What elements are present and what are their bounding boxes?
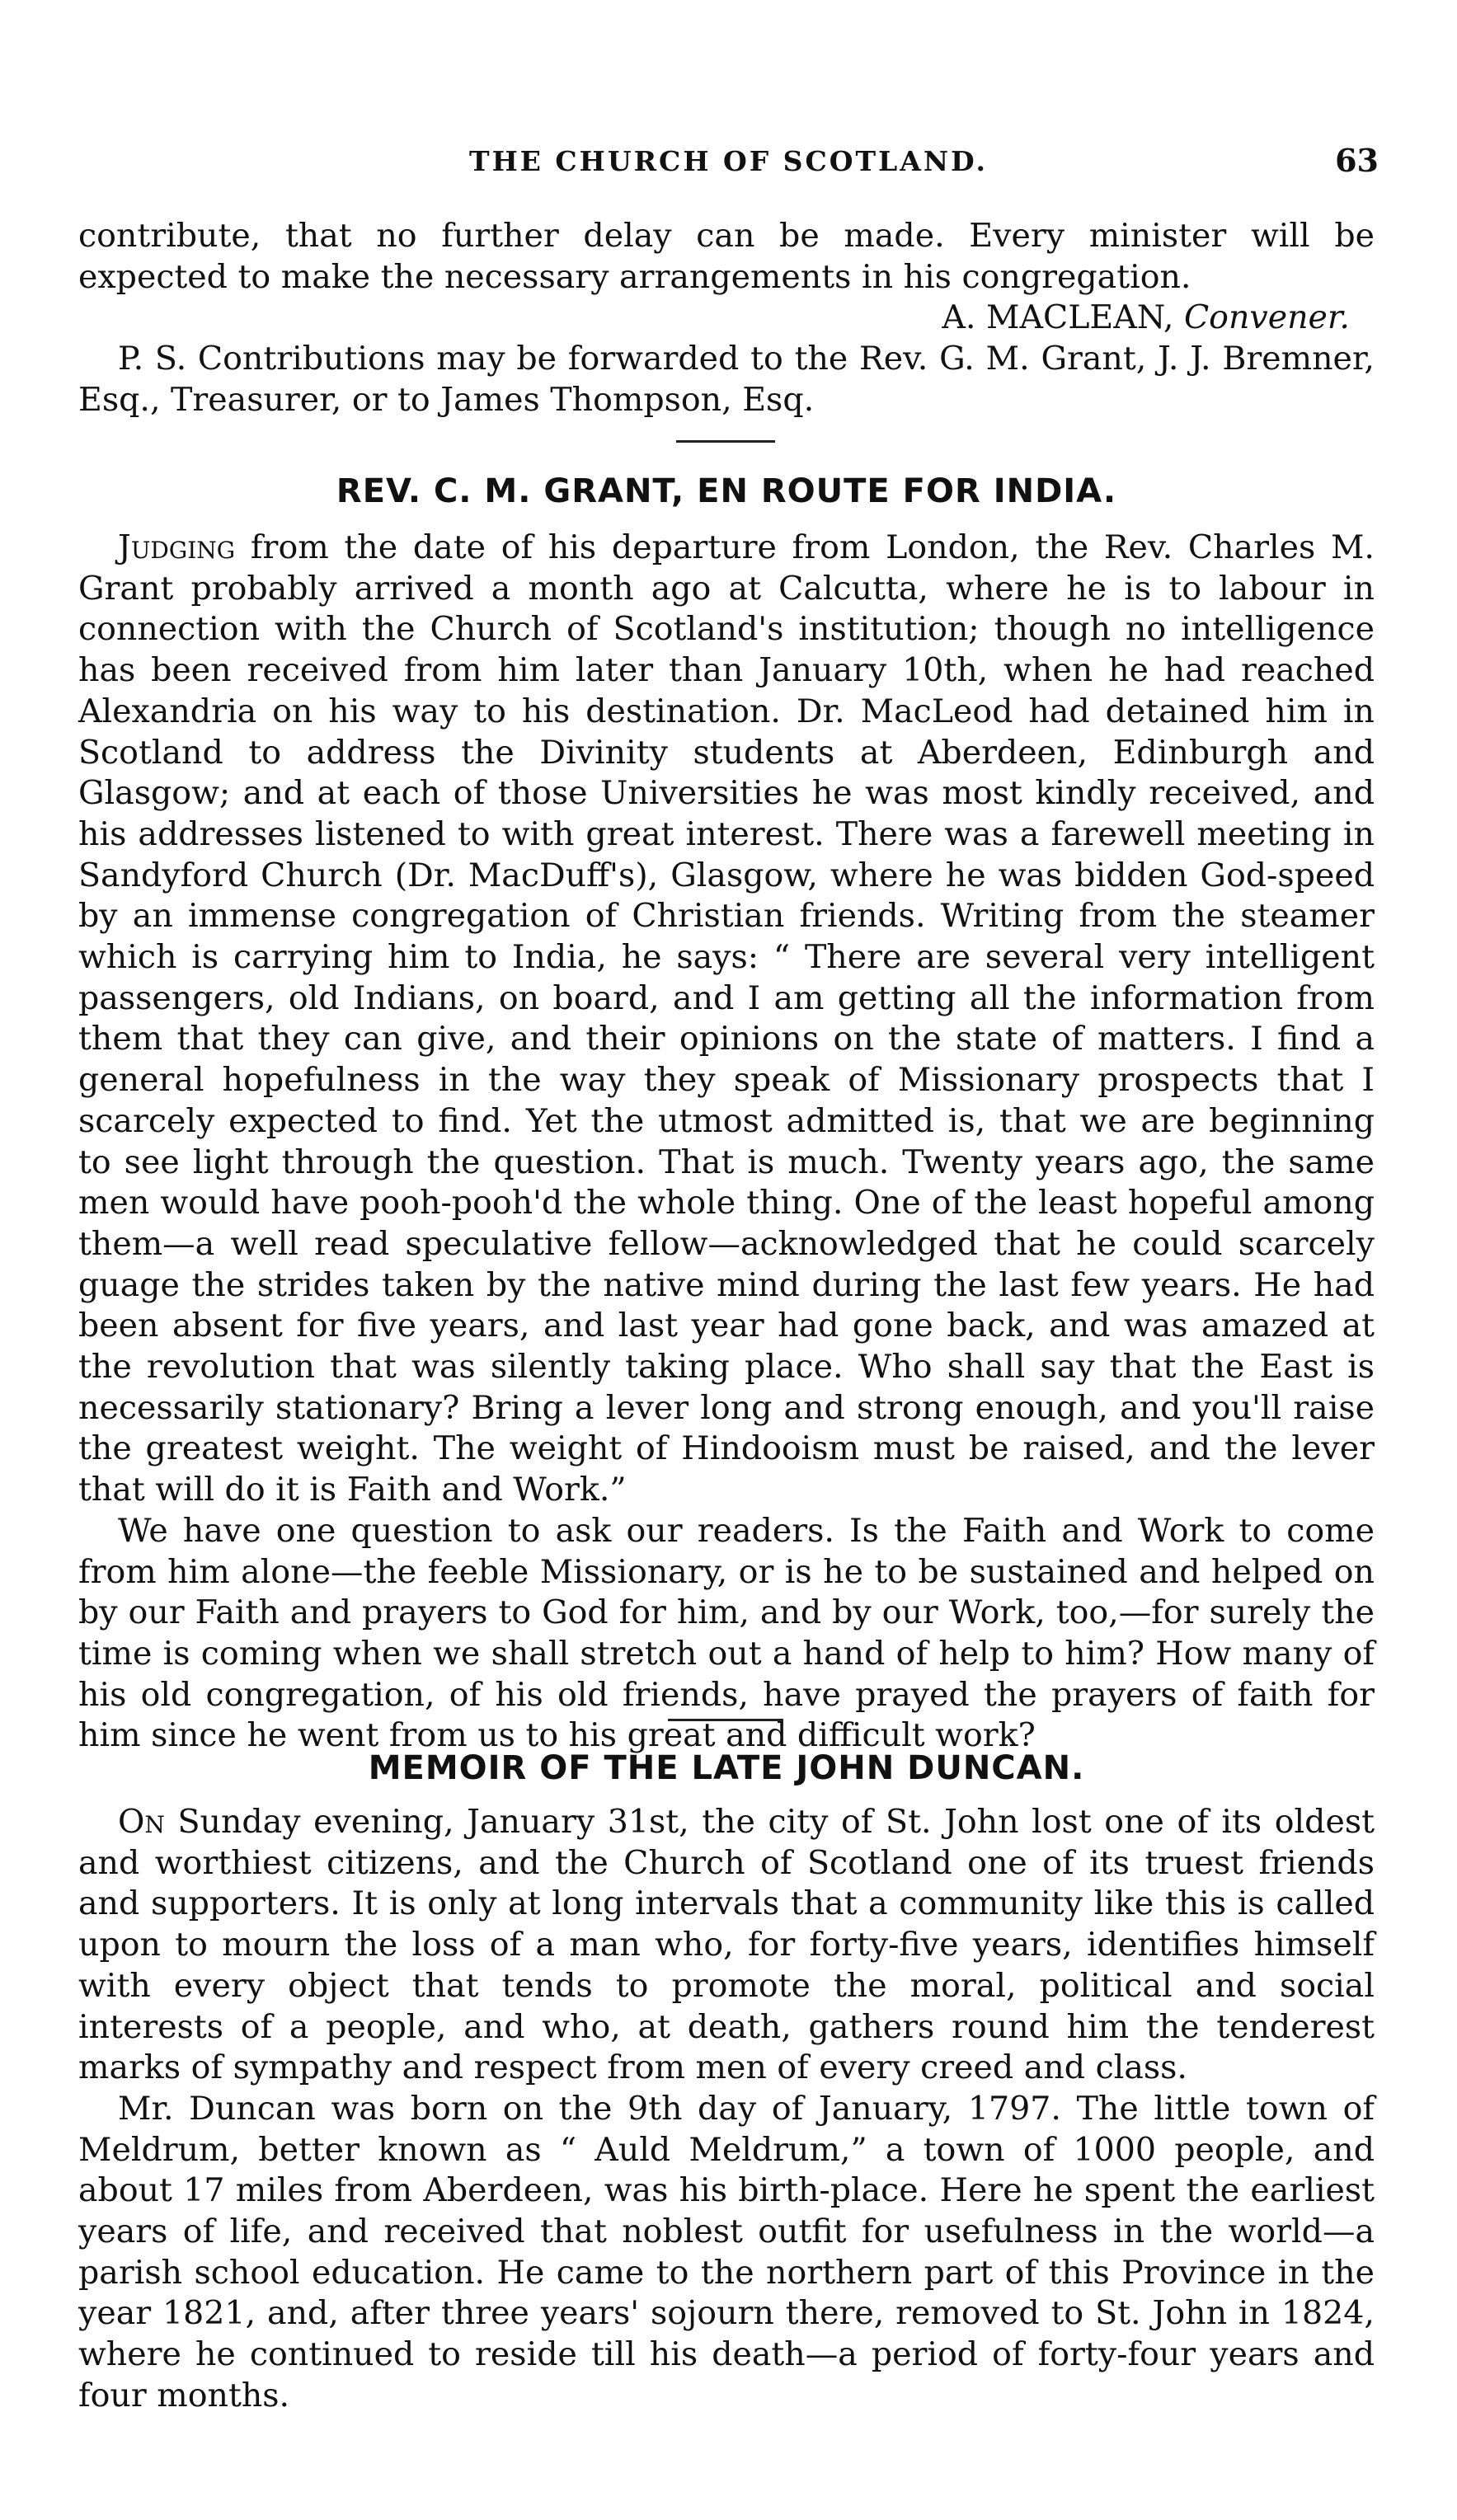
signature-name: A. MACLEAN, [942,298,1174,337]
page-number: 63 [1335,142,1379,179]
intro-paragraph: contribute, that no further delay can be made. Every minister will be expected to make the necessary arrangements in his congregation. [78,217,1375,296]
running-head [78,142,1379,195]
article-duncan [78,1802,1375,2417]
article-duncan-paragraph-1 [78,1802,1375,2089]
signature [78,298,1375,339]
paragraph-text: Sunday evening, January 31st, the city of St. John lost one of its oldest and worthiest citizens, and the Church of Scotland one of its truest friends and supporters. It is only at long intervals that a community like this is called upon to mourn the loss of a man who, for forty-five years, identifies himself with every object that tends to promote the moral, political and social interests of a people, and who, at death, gathers round him the tenderest marks of sympathy and respect from men of every creed and class. [78,1803,1375,2087]
article-duncan-paragraph-2: Mr. Duncan was born on the 9th day of January, 1797. The little town of Meldrum, better known as “ Auld Meldrum,” a town of 1000 people, and about 17 miles from Aberdeen, was his birth-place. Here he spent the earliest years of life, and received that noblest outfit for usefulness in the world—a parish school education. He came to the northern part of this Province in the year 1821, and, after three years' sojourn there, removed to St. John in 1824, where he continued to reside till his death—a period of forty-four years and four months. [78,2089,1375,2414]
article-heading-duncan: MEMOIR OF THE LATE JOHN DUNCAN. [368,1749,1085,1787]
article-heading-grant: REV. C. M. GRANT, EN ROUTE FOR INDIA. [336,472,1117,510]
article-grant [78,528,1375,1757]
drop-lead-word: On [118,1803,165,1841]
intro-section [78,216,1375,421]
article-grant-paragraph-1 [78,528,1375,1511]
section-divider [676,440,775,443]
paragraph-text: from the date of his departure from London, the Rev. Charles M. Grant probably arrived a month ago at Calcutta, where he is to labour in connection with the Church of Scotland's institution; though no intelligence has been received from him later than January 10th, when he had reached Alexandria on his way to his destination. Dr. MacLeod had detained him in Scotland to address the Divinity students at Aberdeen, Edinburgh and Glasgow; and at each of those Universities he was most kindly received, and his addresses listened to with great interest. There was a farewell meeting in Sandyford Church (Dr. MacDuff's), Glasgow, where he was bidden God-speed by an immense congregation of Christian friends. Writing from the steamer which is carrying him to India, he says: “ There are several very intelligent passengers, old Indians, on board, and I am getting all the information from them that they can give, and their opinions on the state of matters. I find a general hopefulness in the way they speak of Missionary prospects that I scarcely expected to find. Yet the utmost admitted is, that we are beginning to see light through the question. That is much. Twenty years ago, the same men would have pooh-pooh'd the whole thing. One of the least hopeful among them—a well read speculative fellow—acknowledged that he could scarcely guage the strides taken by the native mind during the last few years. He had been absent for five years, and last year had gone back, and was amazed at the revolution that was silently taking place. Who shall say that the East is necessarily stationary? Bring a lever long and strong enough, and you'll raise the greatest weight. The weight of Hindooism must be raised, and the lever that will do it is Faith and Work.” [78,528,1375,1509]
article-grant-paragraph-2: We have one question to ask our readers. Is the Faith and Work to come from him alone—the feeble Missionary, or is he to be sustained and helped on by our Faith and prayers to God for him, and by our Work, too,—for surely the time is coming when we shall stretch out a hand of help to him? How many of his old congregation, of his old friends, have prayed the prayers of faith for him since he went from us to his great and difficult work? [78,1511,1375,1755]
section-divider [668,1719,783,1721]
running-title: THE CHURCH OF SCOTLAND. [469,145,988,177]
signature-role: Convener. [1183,298,1350,337]
postscript: P. S. Contributions may be forwarded to the Rev. G. M. Grant, J. J. Bremner, Esq., Treasurer, or to James Thompson, Esq. [78,340,1375,419]
drop-lead-word: Judging [118,528,236,566]
